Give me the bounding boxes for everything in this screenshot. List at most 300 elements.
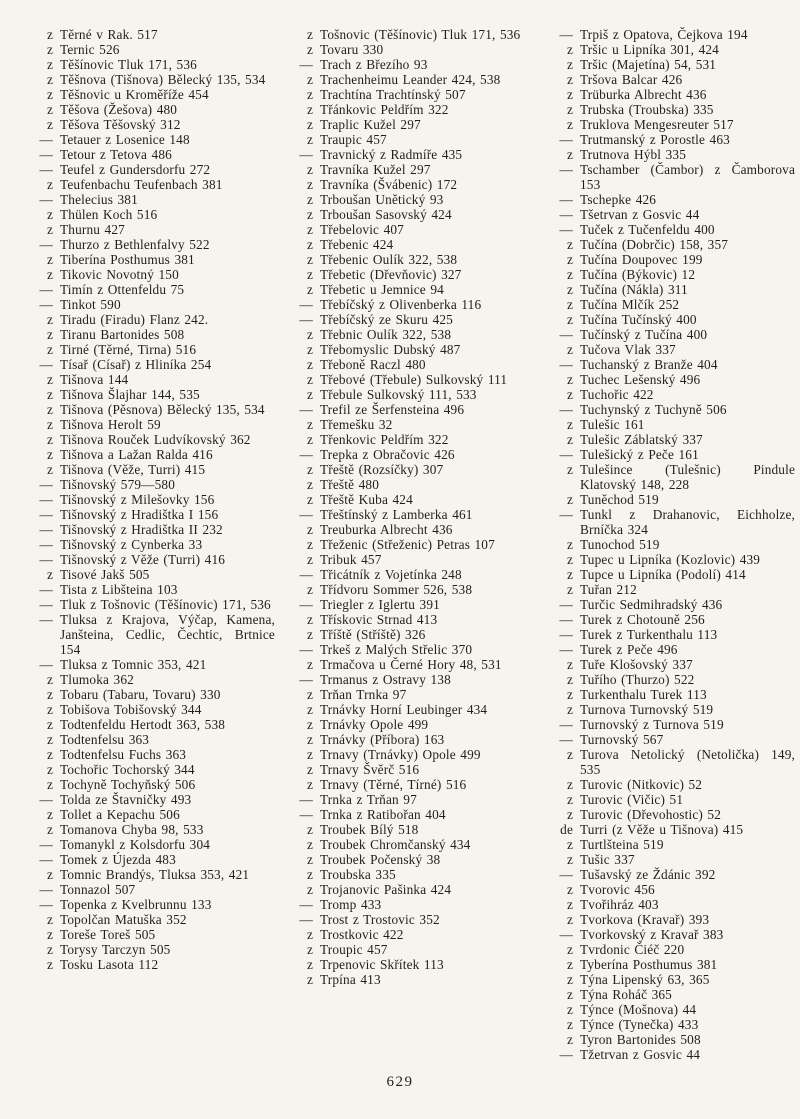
entry-prefix: z <box>566 237 573 252</box>
index-entry <box>546 87 795 102</box>
index-entry <box>26 27 275 42</box>
entry-prefix: z <box>566 342 573 357</box>
entry-prefix: z <box>566 432 573 447</box>
entry-prefix: z <box>306 87 313 102</box>
index-entry <box>26 597 275 612</box>
entry-prefix: z <box>46 777 53 792</box>
index-entry <box>26 612 275 657</box>
index-entry <box>546 942 795 957</box>
index-entry <box>26 312 275 327</box>
entry-prefix: z <box>46 432 53 447</box>
entry-prefix: z <box>46 732 53 747</box>
entry-prefix: z <box>566 957 573 972</box>
index-entry <box>546 1017 795 1032</box>
index-entry <box>26 192 275 207</box>
entry-prefix: z <box>46 177 53 192</box>
entry-prefix: z <box>566 912 573 927</box>
index-entry <box>26 252 275 267</box>
index-entry <box>546 537 795 552</box>
entry-prefix: z <box>46 207 53 222</box>
entry-text: Tosku Lasota 112 <box>60 957 159 972</box>
entry-text: Teufenbachu Teufenbach 381 <box>60 177 223 192</box>
index-entry <box>546 567 795 582</box>
entry-prefix: z <box>46 447 53 462</box>
index-entry <box>546 372 795 387</box>
entry-prefix: z <box>306 582 313 597</box>
entry-text: Tuchec Lešenský 496 <box>580 372 701 387</box>
index-entry <box>546 732 795 747</box>
index-entry <box>546 747 795 777</box>
index-entry <box>286 252 535 267</box>
entry-text: Tetour z Tetova 486 <box>60 147 172 162</box>
entry-text: Tulešic Záblatský 337 <box>580 432 703 447</box>
index-entry <box>26 687 275 702</box>
index-entry <box>546 507 795 537</box>
entry-prefix: z <box>46 867 53 882</box>
entry-prefix: z <box>46 942 53 957</box>
entry-text: Trutmanský z Porostle 463 <box>580 132 730 147</box>
entry-prefix: z <box>306 717 313 732</box>
entry-text: Třebenic Oulík 322, 538 <box>320 252 458 267</box>
entry-text: Turtlšteina 519 <box>580 837 664 852</box>
index-entry <box>26 957 275 972</box>
entry-text: Třídvoru Sommer 526, 538 <box>320 582 473 597</box>
entry-prefix: — <box>39 552 53 567</box>
index-entry <box>546 807 795 822</box>
index-entry <box>26 537 275 552</box>
entry-prefix: z <box>566 147 573 162</box>
index-entry <box>546 297 795 312</box>
entry-text: Tunochod 519 <box>580 537 660 552</box>
entry-text: Trnka z Trňan 97 <box>320 792 417 807</box>
entry-text: Tučínský z Tučína 400 <box>580 327 708 342</box>
entry-text: Travníka (Švábenic) 172 <box>320 177 458 192</box>
entry-prefix: z <box>306 702 313 717</box>
entry-text: Tošnovic (Těšínovic) Tluk 171, 536 <box>320 27 521 42</box>
entry-text: Třánkovic Peldřím 322 <box>320 102 449 117</box>
entry-prefix: — <box>299 912 313 927</box>
entry-text: Tišnova Šlajhar 144, 535 <box>60 387 200 402</box>
index-entry <box>26 222 275 237</box>
index-entry <box>26 57 275 72</box>
entry-prefix: — <box>299 147 313 162</box>
entry-prefix: z <box>306 762 313 777</box>
index-entry <box>26 297 275 312</box>
entry-text: Tučova Vlak 337 <box>580 342 676 357</box>
index-entry <box>546 777 795 792</box>
entry-prefix: z <box>46 672 53 687</box>
entry-prefix: z <box>566 837 573 852</box>
entry-text: Tušic 337 <box>580 852 635 867</box>
entry-text: Turnovský z Turnova 519 <box>580 717 724 732</box>
entry-prefix: z <box>566 117 573 132</box>
entry-text: Tuře Klošovský 337 <box>580 657 693 672</box>
entry-text: Tvorkovský z Kravař 383 <box>580 927 724 942</box>
index-entry <box>26 417 275 432</box>
index-entry <box>546 687 795 702</box>
entry-prefix: z <box>306 747 313 762</box>
entry-prefix: — <box>39 657 53 672</box>
index-entry <box>286 372 535 387</box>
entry-prefix: z <box>566 567 573 582</box>
index-entry <box>286 192 535 207</box>
entry-prefix: z <box>46 822 53 837</box>
entry-text: Turek z Peče 496 <box>580 642 678 657</box>
entry-text: Tonnazol 507 <box>60 882 136 897</box>
entry-prefix: — <box>39 882 53 897</box>
index-entry <box>286 882 535 897</box>
entry-text: Trepka z Obračovic 426 <box>320 447 455 462</box>
entry-text: Tučína Mlčík 252 <box>580 297 680 312</box>
entry-prefix: z <box>566 672 573 687</box>
entry-prefix: z <box>566 807 573 822</box>
entry-text: Tluksa z Tomnic 353, 421 <box>60 657 207 672</box>
entry-prefix: — <box>559 612 573 627</box>
entry-text: Trboušan Sasovský 424 <box>320 207 452 222</box>
entry-text: Třebíčský z Olivenberka 116 <box>320 297 482 312</box>
index-column-2 <box>286 27 535 1062</box>
entry-text: Tiradu (Firadu) Flanz 242. <box>60 312 209 327</box>
entry-prefix: — <box>39 132 53 147</box>
entry-prefix: — <box>39 612 53 627</box>
index-entry <box>546 987 795 1002</box>
entry-prefix: — <box>559 192 573 207</box>
entry-text: Tluk z Tošnovic (Těšínovic) 171, 536 <box>60 597 271 612</box>
entry-prefix: — <box>299 642 313 657</box>
entry-prefix: z <box>566 282 573 297</box>
index-entry <box>26 717 275 732</box>
index-entry <box>546 657 795 672</box>
index-entry <box>26 747 275 762</box>
index-entry <box>26 357 275 372</box>
entry-prefix: — <box>559 222 573 237</box>
entry-prefix: z <box>566 57 573 72</box>
entry-prefix: — <box>559 357 573 372</box>
entry-prefix: z <box>46 87 53 102</box>
index-entry <box>546 147 795 162</box>
index-entry <box>546 597 795 612</box>
entry-prefix: — <box>559 162 573 177</box>
index-entry <box>546 792 795 807</box>
entry-text: Teufel z Gundersdorfu 272 <box>60 162 211 177</box>
entry-prefix: — <box>299 57 313 72</box>
entry-prefix: z <box>306 492 313 507</box>
index-entry <box>26 477 275 492</box>
entry-text: Todtenfeldu Hertodt 363, 538 <box>60 717 226 732</box>
entry-prefix: z <box>306 192 313 207</box>
entry-prefix: z <box>306 837 313 852</box>
entry-text: Tučína (Dobrčic) 158, 357 <box>580 237 729 252</box>
index-entry <box>286 522 535 537</box>
entry-prefix: z <box>306 282 313 297</box>
index-entry <box>26 267 275 282</box>
entry-text: Turovic (Dřevohostic) 52 <box>580 807 722 822</box>
index-entry <box>286 537 535 552</box>
entry-prefix: z <box>306 462 313 477</box>
entry-text: Trňan Trnka 97 <box>320 687 407 702</box>
index-entry <box>26 732 275 747</box>
entry-text: Trmačova u Černé Hory 48, 531 <box>320 657 502 672</box>
index-entry <box>26 837 275 852</box>
entry-prefix: z <box>306 627 313 642</box>
entry-text: Třebelovic 407 <box>320 222 404 237</box>
entry-text: Tomek z Újezda 483 <box>60 852 176 867</box>
entry-prefix: — <box>39 507 53 522</box>
entry-text: Třeště Kuba 424 <box>320 492 413 507</box>
entry-prefix: z <box>566 417 573 432</box>
entry-prefix: z <box>46 927 53 942</box>
entry-text: Tišnovský 579—580 <box>60 477 176 492</box>
index-entry <box>546 57 795 72</box>
entry-text: Tupec u Lipníka (Kozlovic) 439 <box>580 552 761 567</box>
entry-text: Trnávky (Příbora) 163 <box>320 732 445 747</box>
index-entry <box>286 657 535 672</box>
entry-prefix: z <box>566 852 573 867</box>
index-entry <box>286 852 535 867</box>
index-entry <box>546 432 795 447</box>
entry-text: Tišnova a Lažan Ralda 416 <box>60 447 213 462</box>
index-entry <box>26 672 275 687</box>
entry-text: Trpiš z Opatova, Čejkova 194 <box>580 27 748 42</box>
index-entry <box>286 72 535 87</box>
entry-prefix: z <box>46 462 53 477</box>
entry-prefix: — <box>39 837 53 852</box>
index-entry <box>546 1002 795 1017</box>
entry-prefix: — <box>39 897 53 912</box>
entry-text: Tvorkova (Kravař) 393 <box>580 912 710 927</box>
entry-prefix: z <box>46 27 53 42</box>
index-entry <box>286 147 535 162</box>
index-entry <box>286 297 535 312</box>
entry-prefix: z <box>306 882 313 897</box>
entry-prefix: — <box>39 522 53 537</box>
entry-prefix: z <box>306 612 313 627</box>
index-entry <box>26 237 275 252</box>
entry-text: Tochyně Tochyňský 506 <box>60 777 196 792</box>
index-entry <box>546 462 795 492</box>
entry-prefix: — <box>39 297 53 312</box>
entry-prefix: — <box>299 807 313 822</box>
entry-prefix: — <box>559 507 573 522</box>
entry-text: Turek z Chotouně 256 <box>580 612 705 627</box>
index-entry <box>286 477 535 492</box>
entry-prefix: z <box>566 492 573 507</box>
entry-text: Tschepke 426 <box>580 192 657 207</box>
index-entry <box>26 492 275 507</box>
entry-prefix: — <box>299 402 313 417</box>
entry-prefix: — <box>559 327 573 342</box>
entry-prefix: z <box>46 417 53 432</box>
index-entry <box>286 957 535 972</box>
entry-prefix: — <box>559 1047 573 1062</box>
entry-prefix: z <box>566 747 573 762</box>
index-entry <box>546 822 795 837</box>
entry-prefix: z <box>566 882 573 897</box>
entry-text: Tišnovský z Hradištka I 156 <box>60 507 219 522</box>
entry-text: Tomnic Brandýs, Tluksa 353, 421 <box>60 867 250 882</box>
entry-text: Triegler z Iglertu 391 <box>320 597 440 612</box>
entry-prefix: z <box>306 132 313 147</box>
entry-prefix: z <box>306 927 313 942</box>
index-entry <box>26 162 275 177</box>
entry-prefix: z <box>46 222 53 237</box>
index-column-1 <box>26 27 275 1062</box>
entry-prefix: — <box>559 207 573 222</box>
entry-prefix: z <box>306 552 313 567</box>
entry-text: Tuček z Tučenfeldu 400 <box>580 222 715 237</box>
index-entry <box>286 162 535 177</box>
index-entry <box>26 87 275 102</box>
index-entry <box>286 57 535 72</box>
entry-prefix: z <box>566 312 573 327</box>
entry-prefix: — <box>39 357 53 372</box>
index-entry <box>546 702 795 717</box>
entry-prefix: — <box>559 717 573 732</box>
entry-prefix: — <box>559 597 573 612</box>
index-entry <box>546 897 795 912</box>
entry-text: Tiberína Posthumus 381 <box>60 252 195 267</box>
index-entry <box>546 642 795 657</box>
entry-prefix: z <box>566 777 573 792</box>
entry-text: Trmanus z Ostravy 138 <box>320 672 451 687</box>
entry-prefix: z <box>46 912 53 927</box>
entry-prefix: — <box>39 162 53 177</box>
entry-prefix: z <box>46 807 53 822</box>
entry-prefix: — <box>559 627 573 642</box>
entry-prefix: z <box>46 957 53 972</box>
entry-prefix: z <box>306 162 313 177</box>
index-entry <box>546 972 795 987</box>
index-entry <box>26 342 275 357</box>
index-entry <box>286 552 535 567</box>
index-entry <box>26 507 275 522</box>
entry-prefix: — <box>39 477 53 492</box>
index-entry <box>546 162 795 192</box>
entry-prefix: — <box>39 282 53 297</box>
entry-text: Třeženic (Střeženic) Petras 107 <box>320 537 495 552</box>
entry-text: Těšnova (Tišnova) Bělecký 135, 534 <box>60 72 266 87</box>
entry-prefix: — <box>299 447 313 462</box>
entry-prefix: — <box>39 597 53 612</box>
entry-prefix: z <box>566 687 573 702</box>
entry-text: Tunkl z Drahanovic, Eichholze, Brníčka 324 <box>580 507 795 537</box>
entry-prefix: z <box>46 327 53 342</box>
index-entry <box>286 927 535 942</box>
index-entry <box>286 27 535 42</box>
entry-text: Trpenovic Skřítek 113 <box>320 957 444 972</box>
index-entry <box>26 702 275 717</box>
entry-text: Tišnova Herolt 59 <box>60 417 161 432</box>
entry-text: Těrné v Rak. 517 <box>60 27 158 42</box>
entry-prefix: — <box>559 642 573 657</box>
index-entry <box>546 102 795 117</box>
index-entry <box>546 72 795 87</box>
entry-text: Trost z Trostovic 352 <box>320 912 440 927</box>
entry-text: Tyberína Posthumus 381 <box>580 957 718 972</box>
entry-text: Turek z Turkenthalu 113 <box>580 627 718 642</box>
index-entry <box>286 627 535 642</box>
index-entry <box>546 222 795 237</box>
entry-prefix: — <box>299 597 313 612</box>
entry-text: Turčic Sedmihradský 436 <box>580 597 723 612</box>
entry-text: Tušavský ze Ždánic 392 <box>580 867 716 882</box>
index-entry <box>286 702 535 717</box>
index-entry <box>546 192 795 207</box>
index-entry <box>546 672 795 687</box>
entry-prefix: z <box>46 372 53 387</box>
index-entry <box>286 732 535 747</box>
index-entry <box>286 102 535 117</box>
index-entry <box>286 177 535 192</box>
entry-prefix: z <box>566 42 573 57</box>
entry-text: Tulešic 161 <box>580 417 645 432</box>
entry-prefix: z <box>566 297 573 312</box>
entry-text: Traupic 457 <box>320 132 387 147</box>
index-entry <box>546 1032 795 1047</box>
entry-prefix: z <box>46 42 53 57</box>
entry-prefix: z <box>306 102 313 117</box>
index-entry <box>26 822 275 837</box>
entry-text: Troubska 335 <box>320 867 396 882</box>
entry-text: Tuchanský z Branže 404 <box>580 357 718 372</box>
entry-prefix: — <box>39 537 53 552</box>
index-entry <box>546 132 795 147</box>
entry-prefix: z <box>306 657 313 672</box>
entry-text: Tuřího (Thurzo) 522 <box>580 672 695 687</box>
entry-text: Topolčan Matuška 352 <box>60 912 187 927</box>
entry-prefix: z <box>566 1017 573 1032</box>
entry-text: Třeboně Raczl 480 <box>320 357 426 372</box>
entry-text: Travnický z Radmíře 435 <box>320 147 463 162</box>
index-entry <box>546 357 795 372</box>
entry-prefix: z <box>306 252 313 267</box>
index-entry <box>286 132 535 147</box>
index-entry <box>546 252 795 267</box>
index-entry <box>546 117 795 132</box>
entry-prefix: z <box>306 387 313 402</box>
entry-text: Tolda ze Štavničky 493 <box>60 792 192 807</box>
entry-text: Tišnovský z Cynberka 33 <box>60 537 203 552</box>
entry-text: Týnce (Mošnova) 44 <box>580 1002 697 1017</box>
index-entry <box>286 492 535 507</box>
entry-text: Tvořihráz 403 <box>580 897 659 912</box>
index-entry <box>546 42 795 57</box>
index-entry <box>546 342 795 357</box>
index-entry <box>286 462 535 477</box>
entry-text: Troubek Bílý 518 <box>320 822 419 837</box>
index-entry <box>26 552 275 567</box>
index-entry <box>286 942 535 957</box>
entry-prefix: z <box>46 717 53 732</box>
entry-text: Tromp 433 <box>320 897 382 912</box>
entry-prefix: — <box>299 897 313 912</box>
index-entry <box>286 207 535 222</box>
index-entry <box>286 327 535 342</box>
entry-text: Trefil ze Šerfensteina 496 <box>320 402 465 417</box>
entry-text: Thülen Koch 516 <box>60 207 158 222</box>
entry-prefix: — <box>299 312 313 327</box>
entry-prefix: z <box>306 942 313 957</box>
index-entry <box>26 432 275 447</box>
index-entry <box>546 327 795 342</box>
entry-text: Tžetrvan z Gosvic 44 <box>580 1047 701 1062</box>
entry-text: Tobišova Tobišovský 344 <box>60 702 202 717</box>
entry-text: Turkenthalu Turek 113 <box>580 687 707 702</box>
entry-prefix: — <box>39 192 53 207</box>
index-entry <box>546 492 795 507</box>
entry-text: Trachenheimu Leander 424, 538 <box>320 72 501 87</box>
entry-text: Tikovic Novotný 150 <box>60 267 179 282</box>
